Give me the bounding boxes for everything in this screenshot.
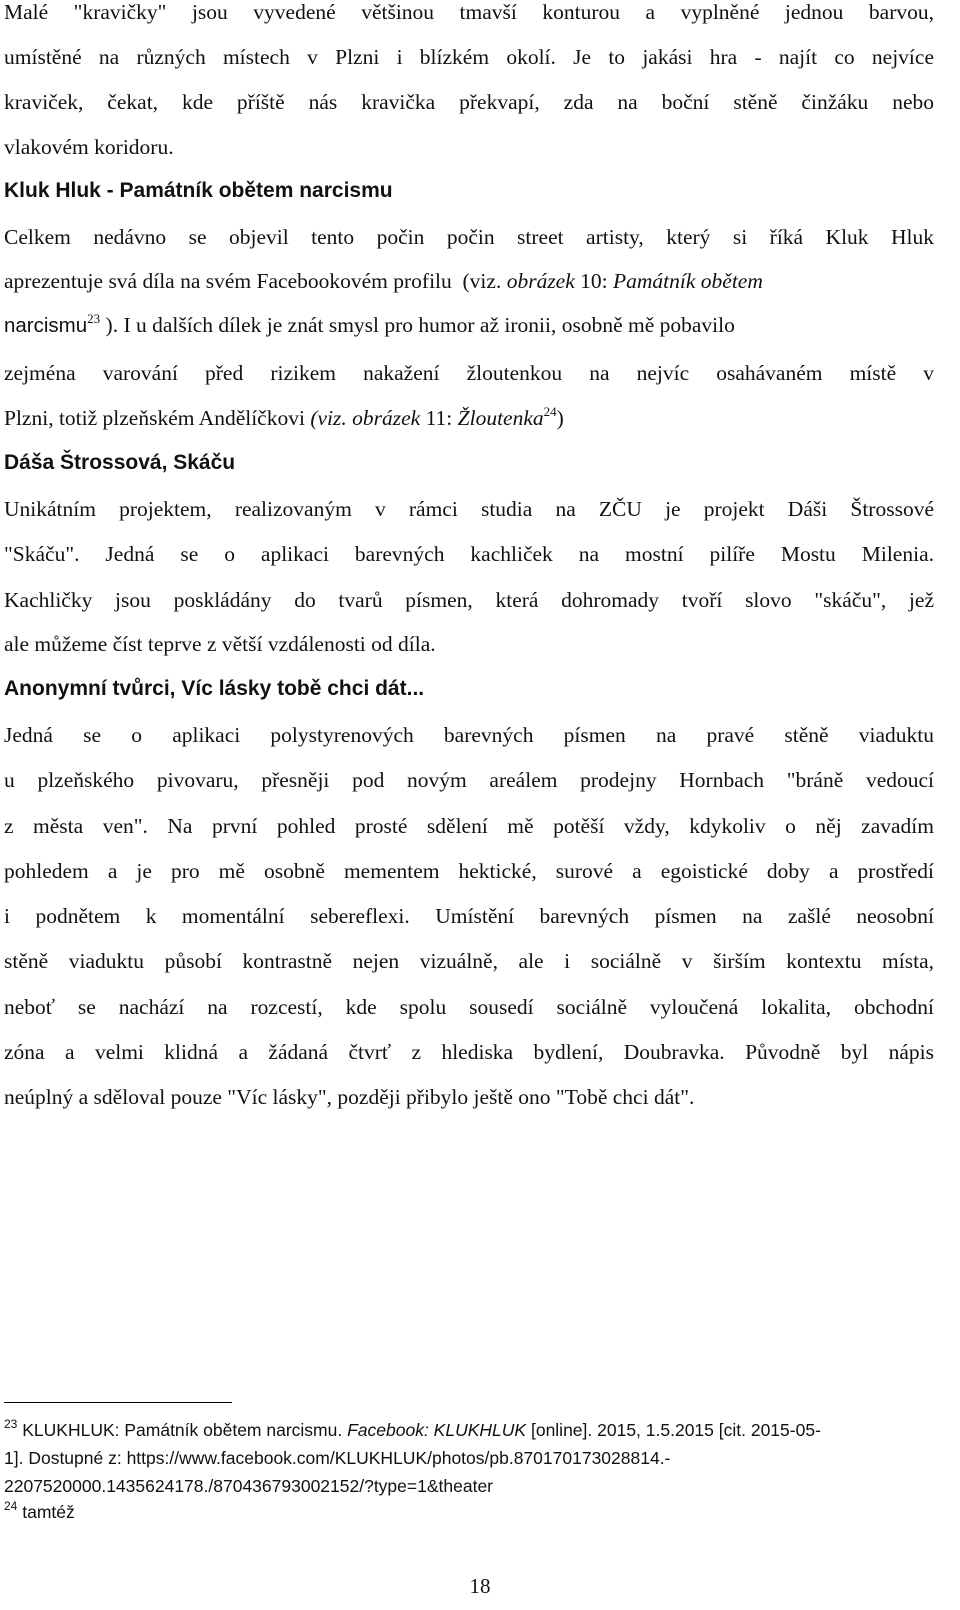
text-run: aprezentuje svá díla na svém Facebookovém profilu bbox=[4, 269, 452, 293]
figure-caption: Památník obětem bbox=[613, 269, 763, 293]
footnote-line: 2207520000.1435624178./870436793002152/?type=1&theater bbox=[4, 1476, 494, 1496]
paragraph-line: Unikátním projektem, realizovaným v rámci studia na ZČU je projekt Dáši Štrossové bbox=[4, 497, 934, 521]
text-run: ). I u dalších dílek je znát smysl pro humor až ironii, osobně mě pobavilo bbox=[105, 313, 735, 337]
paragraph-line: u plzeňského pivovaru, přesněji pod novým areálem prodejny Hornbach "bráně vedoucí bbox=[4, 768, 934, 792]
footnote-ref: 24 bbox=[543, 404, 557, 419]
paragraph-line: Celkem nedávno se objevil tento počin počin street artisty, který si říká Kluk Hluk bbox=[4, 225, 934, 249]
paragraph-line: umístěné na různých místech v Plzni i blízkém okolí. Je to jakási hra - najít co nejvíce bbox=[4, 45, 934, 69]
figure-reference: obrázek bbox=[352, 406, 421, 430]
paragraph-line: vlakovém koridoru. bbox=[4, 135, 174, 159]
footnote-line: 1]. Dostupné z: https://www.facebook.com/KLUKHLUK/photos/pb.870170173028814.- bbox=[4, 1448, 671, 1468]
paragraph-line: i podnětem k momentální sebereflexi. Umístění barevných písmen na zašlé neosobní bbox=[4, 904, 934, 928]
paragraph-line: Kachličky jsou poskládány do tvarů písmen, která dohromady tvoří slovo "skáču", jež bbox=[4, 588, 934, 612]
paragraph-line: Malé "kravičky" jsou vyvedené většinou tmavší konturou a vyplněné jednou barvou, bbox=[4, 0, 934, 24]
paragraph-line: neúplný a sděloval pouze "Víc lásky", později přibylo ještě ono "Tobě chci dát". bbox=[4, 1085, 695, 1109]
text-run: ) bbox=[556, 406, 564, 430]
text-run: (viz. bbox=[462, 269, 502, 293]
figure-caption: narcismu bbox=[4, 314, 88, 337]
footnote-text: tamtéž bbox=[22, 1502, 75, 1522]
footnote-number: 24 bbox=[4, 1499, 18, 1513]
paragraph-line: ale můžeme číst teprve z větší vzdálenosti od díla. bbox=[4, 632, 436, 656]
paragraph-line: "Skáču". Jedná se o aplikaci barevných kachliček na mostní pilíře Mostu Milenia. bbox=[4, 542, 934, 566]
text-run: Plzni, totiž plzeňském Andělíčkovi bbox=[4, 406, 305, 430]
text-run: (viz. bbox=[310, 406, 347, 430]
section-heading: Anonymní tvůrci, Víc lásky tobě chci dát... bbox=[4, 677, 425, 700]
footnote-separator bbox=[4, 1402, 232, 1403]
paragraph-line: zóna a velmi klidná a žádaná čtvrť z hlediska bydlení, Doubravka. Původně byl nápis bbox=[4, 1040, 934, 1064]
paragraph-line: kraviček, čekat, kde příště nás kravička překvapí, zda na boční stěně činžáku nebo bbox=[4, 90, 934, 114]
paragraph-line: zejména varování před rizikem nakažení žloutenkou na nejvíc osahávaném místě v bbox=[4, 361, 934, 385]
figure-caption: Žloutenka bbox=[457, 406, 544, 430]
footnote-23 bbox=[4, 1416, 924, 1444]
footnote-ref: 23 bbox=[87, 311, 101, 326]
paragraph-line: Jedná se o aplikaci polystyrenových barevných písmen na pravé stěně viaduktu bbox=[4, 723, 934, 747]
paragraph-line bbox=[4, 310, 934, 341]
figure-number: 11: bbox=[425, 406, 453, 430]
section-heading: Dáša Štrossová, Skáču bbox=[4, 451, 236, 474]
page-number: 18 bbox=[469, 1574, 491, 1598]
footnote-24 bbox=[4, 1498, 924, 1526]
paragraph-line: neboť se nachází na rozcestí, kde spolu sousedí sociálně vyloučená lokalita, obchodní bbox=[4, 995, 934, 1019]
figure-reference: obrázek bbox=[506, 269, 575, 293]
paragraph-line: stěně viaduktu působí kontrastně nejen vizuálně, ale i sociálně v širším kontextu místa, bbox=[4, 949, 934, 973]
paragraph-line: z města ven". Na první pohled prosté sdělení mě potěší vždy, kdykoliv o něj zavadím bbox=[4, 814, 934, 838]
paragraph-line: pohledem a je pro mě osobně mementem hektické, surové a egoistické doby a prostředí bbox=[4, 859, 934, 883]
footnote-text: KLUKHLUK: Památník obětem narcismu. bbox=[22, 1420, 343, 1440]
footnote-number: 23 bbox=[4, 1417, 18, 1431]
footnote-source: Facebook: KLUKHLUK bbox=[347, 1420, 527, 1440]
paragraph-line bbox=[4, 403, 934, 433]
figure-number: 10: bbox=[580, 269, 608, 293]
footnote-text: [online]. 2015, 1.5.2015 [cit. 2015-05- bbox=[530, 1420, 821, 1440]
section-heading: Kluk Hluk - Památník obětem narcismu bbox=[4, 179, 393, 202]
paragraph-line bbox=[4, 266, 934, 296]
